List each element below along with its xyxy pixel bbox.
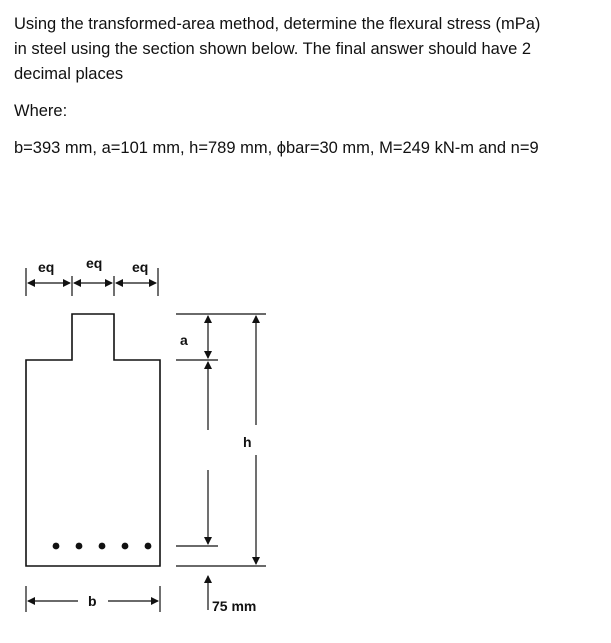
b-label: b [88, 593, 97, 609]
rebar-2 [76, 543, 83, 550]
eq-label-middle: eq [86, 255, 103, 271]
where-label: Where: [14, 102, 68, 120]
question-line-3: decimal places [14, 65, 124, 83]
question-line-1: Using the transformed-area method, determine the flexural stress (mPa) [14, 15, 541, 33]
rebar-3 [99, 543, 106, 550]
right-reference-lines [176, 314, 266, 566]
rebar-1 [53, 543, 60, 550]
h-label: h [243, 434, 252, 450]
rebar-group [53, 543, 152, 550]
eq-label-left: eq [38, 259, 55, 275]
rebar-5 [145, 543, 152, 550]
beam-section-outline [26, 314, 160, 566]
question-line-2: in steel using the section shown below. The final answer should have 2 [14, 40, 532, 58]
eq-label-right: eq [132, 259, 149, 275]
variables-line: b=393 mm, a=101 mm, h=789 mm, ϕbar=30 mm, M=249 kN-m and n=9 [14, 139, 539, 157]
a-label: a [180, 332, 188, 348]
rebar-4 [122, 543, 129, 550]
cover-label: 75 mm [212, 598, 257, 614]
